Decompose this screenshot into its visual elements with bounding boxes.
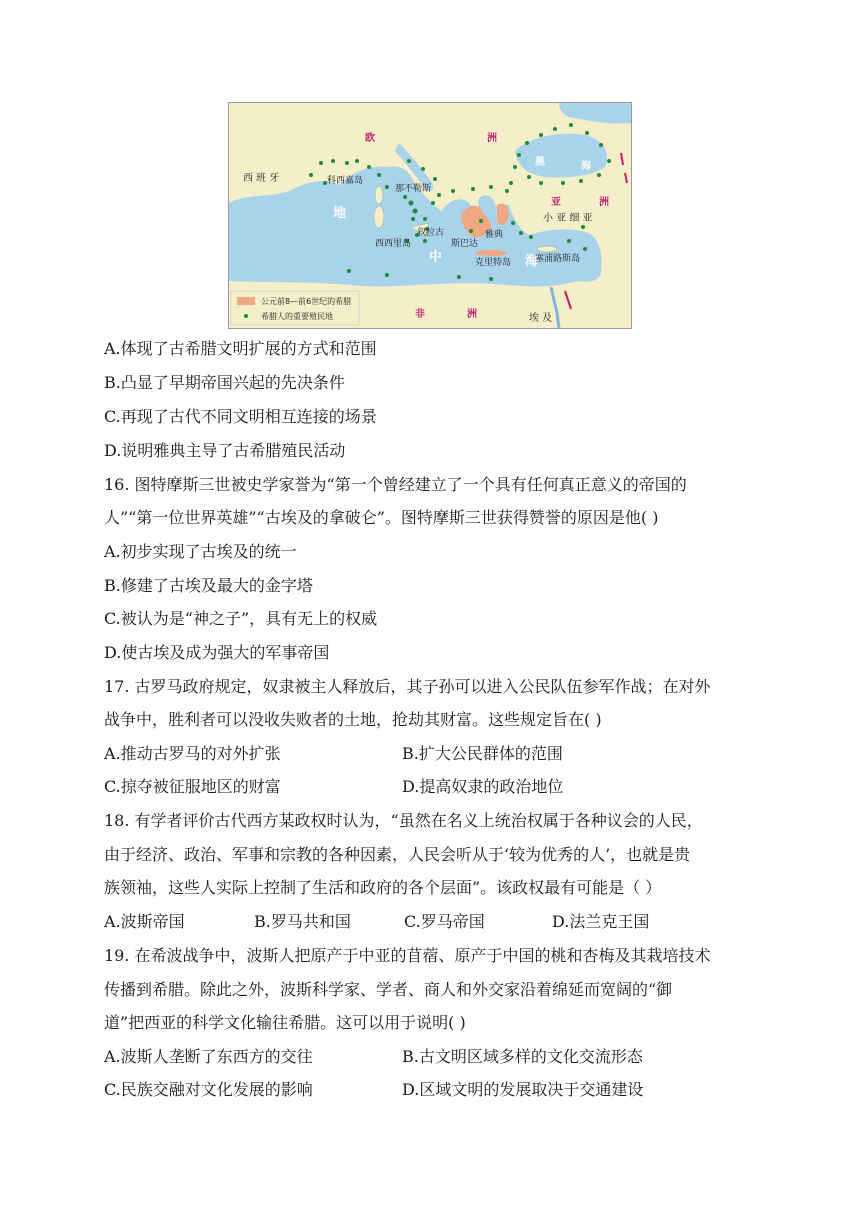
map-label-egypt: 埃 及 xyxy=(529,313,553,324)
map-svg xyxy=(229,103,631,328)
crete-island xyxy=(475,250,507,256)
q19-stem-line-2: 传播到希腊。除此之外，波斯科学家、学者、商人和外交家沿着绵延而宽阔的“御 xyxy=(104,980,673,999)
q18-stem-line-1: 18. 有学者评价古代西方某政权时认为，“虽然在名义上统治权属于各种议会的人民， xyxy=(104,811,703,830)
map-label-cyprus: 塞浦路斯岛 xyxy=(535,254,581,264)
map-label-med-3: 海 xyxy=(525,254,539,269)
q16-option-d: D.使古埃及成为强大的军事帝国 xyxy=(104,643,330,662)
q19-option-a: A.波斯人垄断了东西方的交往 xyxy=(104,1047,313,1066)
map-label-asia-2: 洲 xyxy=(599,197,609,208)
q18-option-b: B.罗马共和国 xyxy=(254,912,351,931)
q19-stem-line-1: 19. 在希波战争中，波斯人把原产于中亚的苜蓿、原产于中国的桃和杏梅及其栽培技术 xyxy=(104,946,711,965)
q15-option-c: C.再现了古代不同文明相互连接的场景 xyxy=(104,407,377,426)
red-border-marker-east xyxy=(621,153,627,183)
legend-label-colonies: 希腊人的重要殖民地 xyxy=(261,312,333,321)
caspian-strip xyxy=(559,103,631,124)
cyprus-island xyxy=(537,246,557,252)
q17-stem-line-1: 17. 古罗马政府规定，奴隶被主人释放后，其子孙可以进入公民队伍参军作战；在对外 xyxy=(104,677,711,696)
map-label-spain: 西 班 牙 xyxy=(243,173,280,184)
map-label-europe-1: 欧 xyxy=(365,133,375,144)
red-border-marker-south xyxy=(565,291,571,309)
q17-option-c: C.掠夺被征服地区的财富 xyxy=(104,777,281,796)
map-legend xyxy=(231,291,359,325)
map-label-africa-1: 非 xyxy=(415,309,425,320)
map-label-sicily: 西西里岛 xyxy=(375,239,412,249)
q15-option-a: A.体现了古希腊文明扩展的方式和范围 xyxy=(104,339,377,358)
q18-option-c: C.罗马帝国 xyxy=(404,912,485,931)
legend-label-greece: 公元前8—前6世纪的希腊 xyxy=(261,297,352,306)
q18-stem-line-3: 族领袖，这些人实际上控制了生活和政府的各个层面”。该政权最有可能是（ ） xyxy=(104,878,662,897)
q18-option-a: A.波斯帝国 xyxy=(104,912,185,931)
map-label-sparta: 斯巴达 xyxy=(451,239,479,249)
q16-stem-line-1: 16. 图特摩斯三世被史学家誉为“第一个曾经建立了一个具有任何真正意义的帝国的 xyxy=(104,475,687,494)
map-label-naples: 那不勒斯 xyxy=(395,184,432,194)
nile-river xyxy=(551,287,559,328)
q17-option-d: D.提高奴隶的政治地位 xyxy=(402,777,564,796)
map-label-black-sea-2: 海 xyxy=(581,161,591,172)
map-label-black-sea-1: 黑 xyxy=(535,157,545,168)
map-label-crete: 克里特岛 xyxy=(475,258,512,268)
legend-swatch-colonies xyxy=(244,314,248,318)
q17-option-a: A.推动古罗马的对外扩张 xyxy=(104,744,281,763)
q16-option-b: B.修建了古埃及最大的金字塔 xyxy=(104,576,313,595)
map-label-africa-2: 洲 xyxy=(467,309,477,320)
q16-option-a: A.初步实现了古埃及的统一 xyxy=(104,542,297,561)
q19-option-b: B.古文明区域多样的文化交流形态 xyxy=(402,1047,643,1066)
q16-option-c: C.被认为是“神之子”，具有无上的权威 xyxy=(104,609,378,628)
q15-option-d: D.说明雅典主导了古希腊殖民活动 xyxy=(104,441,346,460)
q18-option-d: D.法兰克王国 xyxy=(552,912,650,931)
q19-option-d: D.区域文明的发展取决于交通建设 xyxy=(402,1080,644,1099)
legend-swatch-greece xyxy=(237,297,255,305)
q16-stem-line-2: 人”“第一位世界英雄”“古埃及的拿破仑”。图特摩斯三世获得赞誉的原因是他( ) xyxy=(104,508,659,527)
q18-stem-line-2: 由于经济、政治、军事和宗教的各种因素，人民会听从于‘较为优秀的人’，也就是贵 xyxy=(104,845,691,864)
black-sea xyxy=(515,134,607,178)
q17-stem-line-2: 战争中，胜利者可以没收失败者的土地，抢劫其财富。这些规定旨在( ) xyxy=(104,710,602,729)
map-label-asia-minor: 小 亚 细 亚 xyxy=(543,213,593,224)
greek-colonization-map xyxy=(228,102,632,329)
map-label-syracuse: 叙拉古 xyxy=(417,228,445,238)
corsica-island xyxy=(375,186,383,204)
map-label-corsica: 科西嘉岛 xyxy=(327,176,364,186)
sardinia-island xyxy=(374,206,384,228)
q19-stem-line-3: 道”把西亚的科学文化输往希腊。这可以用于说明( ) xyxy=(104,1013,466,1032)
q15-option-b: B.凸显了早期帝国兴起的先决条件 xyxy=(104,373,345,392)
map-label-asia-1: 亚 xyxy=(551,197,561,208)
map-label-med-1: 地 xyxy=(333,206,347,221)
q17-option-b: B.扩大公民群体的范围 xyxy=(402,744,563,763)
map-label-europe-2: 洲 xyxy=(487,133,497,144)
map-label-athens: 雅典 xyxy=(485,230,504,240)
q19-option-c: C.民族交融对文化发展的影响 xyxy=(104,1080,313,1099)
map-label-med-2: 中 xyxy=(429,250,443,265)
